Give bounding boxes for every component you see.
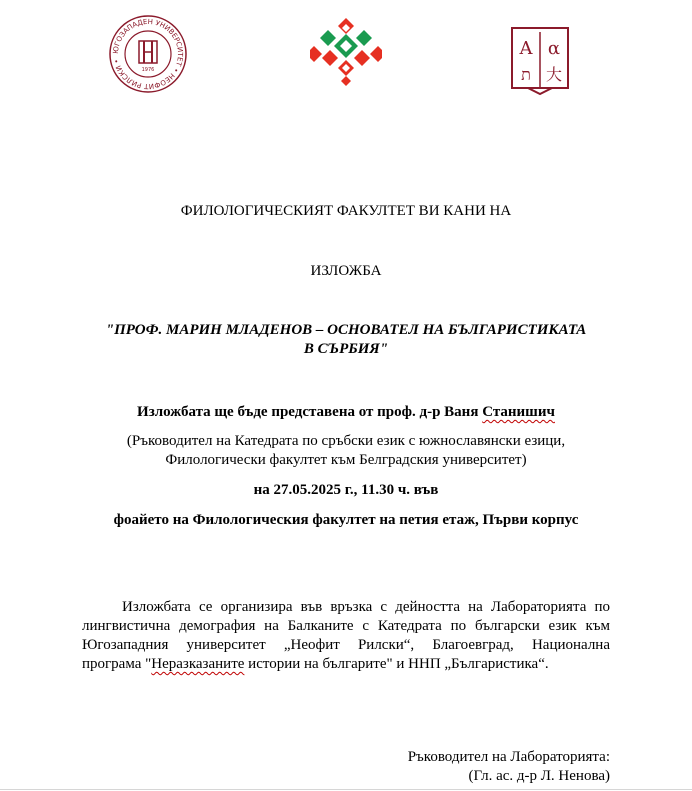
presenter-surname: Станишич bbox=[482, 404, 555, 420]
paragraph-row-1: Изложбата се организира във връзка с дейността на Лабораторията по bbox=[122, 599, 610, 615]
event-type: ИЗЛОЖБА bbox=[310, 263, 382, 279]
signature-line-1: Ръководител на Лабораторията: bbox=[407, 749, 610, 765]
paragraph-row-3: Югозападния университет „Неофит Рилски“, Благоевград, Национална bbox=[82, 637, 610, 653]
glyph-tav: ת bbox=[521, 65, 531, 84]
glyph-da: 大 bbox=[545, 65, 563, 84]
description-paragraph bbox=[82, 598, 610, 674]
glyph-alpha-upper: Α bbox=[519, 38, 533, 59]
title-line-2: В СЪРБИЯ" bbox=[303, 341, 389, 357]
embroidery-ornament-logo bbox=[310, 16, 382, 86]
presenter-line bbox=[0, 403, 692, 421]
affiliation-line-1: (Ръководител на Катедрата по сръбски език с южнославянски езици, bbox=[126, 433, 566, 449]
page-bottom-edge bbox=[0, 789, 692, 790]
presenter-prefix: Изложбата ще бъде представена от проф. д-р Ваня bbox=[137, 404, 483, 420]
paragraph-row-4-b: Неразказаните bbox=[151, 656, 245, 672]
book-glyphs-logo bbox=[508, 26, 572, 96]
university-seal-logo bbox=[108, 14, 188, 94]
venue: фоайето на Филологическия факултет на петия етаж, Първи корпус bbox=[113, 512, 579, 528]
paragraph-row-4-a: програма " bbox=[82, 656, 152, 672]
seal-year: 1976 bbox=[141, 67, 155, 73]
affiliation-line-2: Филологически факултет към Белградския университет) bbox=[165, 452, 527, 468]
title-line-1: "ПРОФ. МАРИН МЛАДЕНОВ – ОСНОВАТЕЛ НА БЪЛГАРИСТИКАТА bbox=[105, 322, 587, 338]
seal-ring-text: ЮГОЗАПАДЕН УНИВЕРСИТЕТ • НЕОФИТ РИЛСКИ • bbox=[111, 17, 185, 91]
glyph-alpha-lower: α bbox=[547, 38, 561, 59]
datetime: на 27.05.2025 г., 11.30 ч. във bbox=[253, 482, 439, 498]
paragraph-row-4-c: истории на българите" и ННП „Българистика“. bbox=[244, 656, 549, 672]
svg-text:ЮГОЗАПАДЕН УНИВЕРСИТЕТ • НЕОФИ bbox=[112, 18, 184, 90]
heading: ФИЛОЛОГИЧЕСКИЯТ ФАКУЛТЕТ ВИ КАНИ НА bbox=[180, 203, 512, 219]
signature-line-2: (Гл. ас. д-р Л. Ненова) bbox=[468, 768, 610, 784]
paragraph-row-4 bbox=[82, 655, 610, 674]
paragraph-row-2: лингвистична демография на Балканите с Катедрата по български език към bbox=[82, 618, 610, 634]
